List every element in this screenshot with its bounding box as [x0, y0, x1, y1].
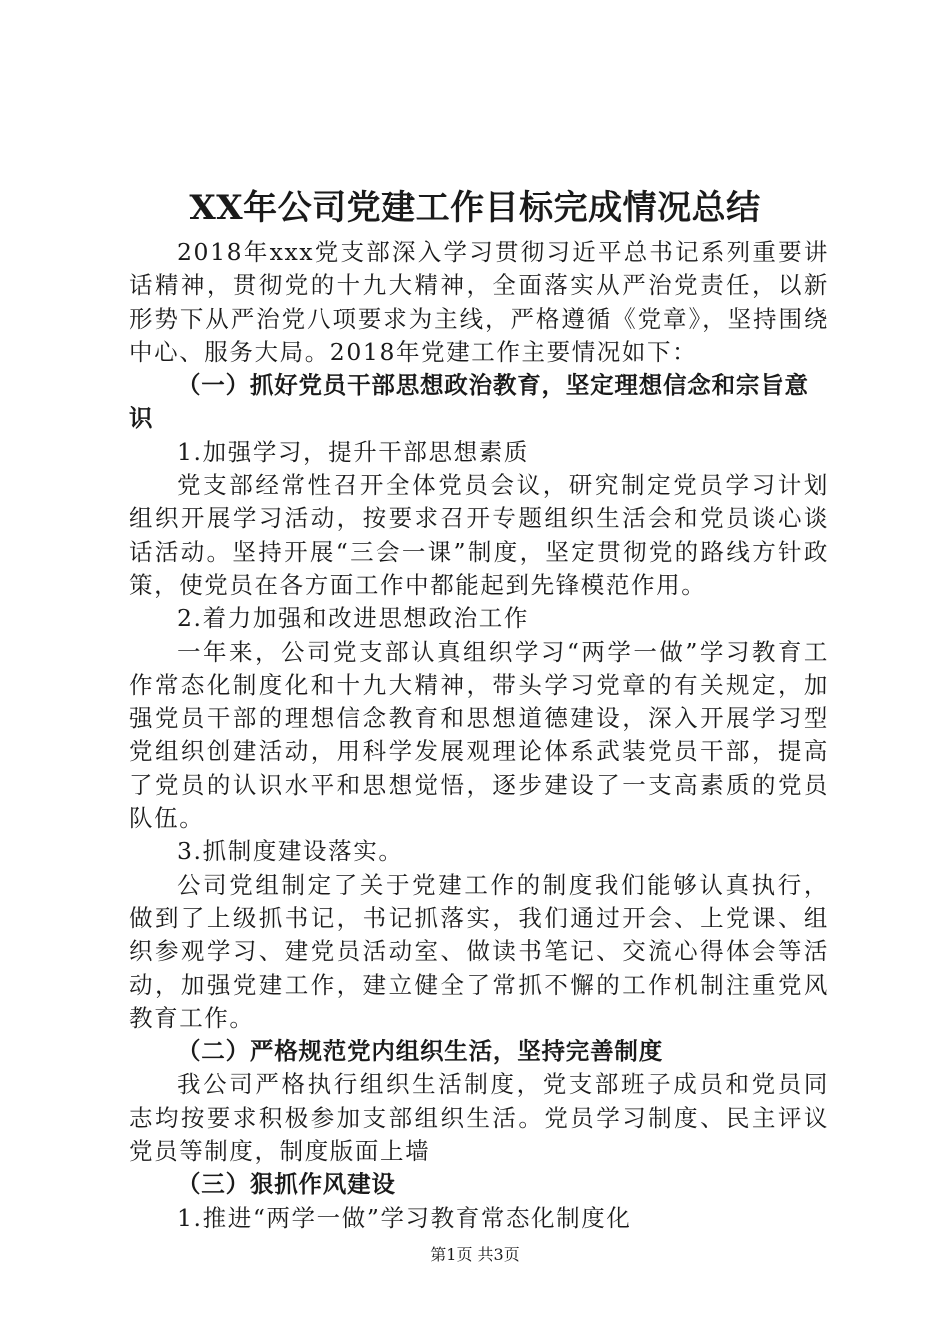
section-1-heading: （一）抓好党员干部思想政治教育，坚定理想信念和宗旨意识 — [129, 371, 809, 433]
section-1-item-1-title: 1.加强学习，提升干部思想素质 — [177, 437, 529, 466]
section-3-heading: （三）狠抓作风建设 — [177, 1170, 396, 1199]
section-1-item-2-title: 2.着力加强和改进思想政治工作 — [177, 604, 529, 633]
page-footer: 第1页 共3页 — [430, 1245, 520, 1264]
document-body — [129, 236, 829, 1235]
section-2-heading: （二）严格规范党内组织生活，坚持完善制度 — [177, 1037, 663, 1066]
section-1-item-2-text: 一年来，公司党支部认真组织学习“两学一做”学习教育工作常态化制度化和十九大精神，带头学习党章的有关规定，加强党员干部的理想信念教育和思想道德建设，深入开展学习型党组织创建活动，用科学发展观理论体系武装党员干部，提高了党员的认识水平和思想觉悟，逐步建设了一支高素质的党员队伍。 — [129, 637, 829, 833]
section-1-item-1-text: 党支部经常性召开全体党员会议，研究制定党员学习计划组织开展学习活动，按要求召开专题组织生活会和党员谈心谈话活动。坚持开展“三会一课”制度，坚定贯彻党的路线方针政策，使党员在各方面工作中都能起到先锋模范作用。 — [129, 471, 829, 599]
page-title: XX年公司党建工作目标完成情况总结 — [189, 188, 761, 228]
section-2-text: 我公司严格执行组织生活制度，党支部班子成员和党员同志均按要求积极参加支部组织生活。党员学习制度、民主评议党员等制度，制度版面上墙 — [129, 1070, 829, 1166]
intro-paragraph: 2018年xxx党支部深入学习贯彻习近平总书记系列重要讲话精神，贯彻党的十九大精神，全面落实从严治党责任，以新形势下从严治党八项要求为主线，严格遵循《党章》，坚持围绕中心、服务大局。2018年党建工作主要情况如下： — [129, 238, 829, 366]
section-1-item-3-text: 公司党组制定了关于党建工作的制度我们能够认真执行，做到了上级抓书记，书记抓落实，我们通过开会、上党课、组织参观学习、建党员活动室、做读书笔记、交流心得体会等活动，加强党建工作，建立健全了常抓不懈的工作机制注重党风教育工作。 — [129, 870, 829, 1032]
section-1-item-3-title: 3.抓制度建设落实。 — [177, 837, 404, 866]
section-3-item-1-title: 1.推进“两学一做”学习教育常态化制度化 — [177, 1203, 632, 1232]
